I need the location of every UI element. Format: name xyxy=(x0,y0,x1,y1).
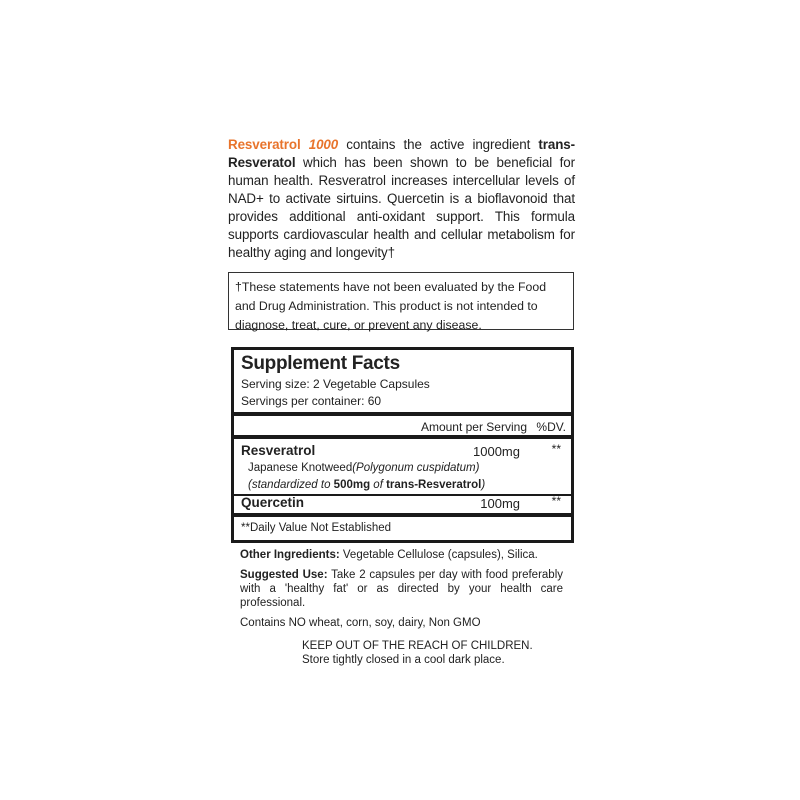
ingredient-dv: ** xyxy=(551,442,561,456)
product-description xyxy=(228,136,575,262)
std-compound: trans-Resveratrol xyxy=(386,479,482,491)
ingredient-name: Quercetin xyxy=(241,495,305,510)
standardization-note xyxy=(248,479,485,491)
children-warning: KEEP OUT OF THE REACH OF CHILDREN. xyxy=(302,640,533,652)
other-ingredients-label: Other Ingredients: xyxy=(240,549,340,561)
suggested-use-label: Suggested Use: xyxy=(240,569,328,581)
brand-number: 1000 xyxy=(308,137,339,152)
ingredient-amount: 100mg xyxy=(480,496,520,511)
servings-per-container: Servings per container: 60 xyxy=(241,394,382,408)
divider-thick xyxy=(234,412,571,416)
daily-value-footnote: **Daily Value Not Established xyxy=(241,522,392,534)
storage-instructions: Store tightly closed in a cool dark place. xyxy=(302,654,505,666)
divider-thick xyxy=(234,435,571,439)
other-ingredients xyxy=(240,548,563,562)
std-text: of xyxy=(370,479,387,491)
ingredient-source xyxy=(248,462,479,474)
supplement-facts-panel xyxy=(231,347,574,543)
desc-intro: contains the active ingredient xyxy=(338,137,539,152)
brand-name: Resveratrol xyxy=(228,137,301,152)
ingredient-dv: ** xyxy=(551,494,561,508)
other-ingredients-text: Vegetable Cellulose (capsules), Silica. xyxy=(339,549,538,561)
suggested-use-text: Take 2 capsules per day with food preferably with a 'healthy fat' or as directed by your health care professional. xyxy=(240,569,563,609)
fda-disclaimer: †These statements have not been evaluated by the Food and Drug Administration. This product is not intended to diagnose, treat, cure, or prevent any disease. xyxy=(228,272,574,330)
dv-header: %DV. xyxy=(536,420,566,434)
panel-title: Supplement Facts xyxy=(241,353,400,374)
active-ingredient: trans-Resveratol xyxy=(228,137,575,170)
suggested-use xyxy=(240,568,563,610)
std-text: (standardized to xyxy=(248,479,334,491)
desc-body: which has been shown to be beneficial for human health. Resveratrol increases intercellular levels of NAD+ to activate sirtuins. Quercetin is a bioflavonoid that provides additional anti-oxidant support. This formula supports cardiovascular health and cellular metabolism for healthy aging and longevity† xyxy=(228,155,575,260)
std-amount: 500mg xyxy=(333,479,371,491)
amount-header: Amount per Serving xyxy=(420,420,527,434)
serving-size: Serving size: 2 Vegetable Capsules xyxy=(241,377,430,391)
source-plain: Japanese Knotweed xyxy=(248,462,353,474)
label-details xyxy=(240,548,563,636)
ingredient-name: Resveratrol xyxy=(241,443,316,458)
warnings xyxy=(302,639,533,667)
ingredient-amount: 1000mg xyxy=(473,444,520,459)
source-latin: (Polygonum cuspidatum) xyxy=(352,462,480,474)
std-text: ) xyxy=(481,479,486,491)
allergen-statement: Contains NO wheat, corn, soy, dairy, Non GMO xyxy=(240,617,481,629)
divider-thick xyxy=(234,513,571,517)
